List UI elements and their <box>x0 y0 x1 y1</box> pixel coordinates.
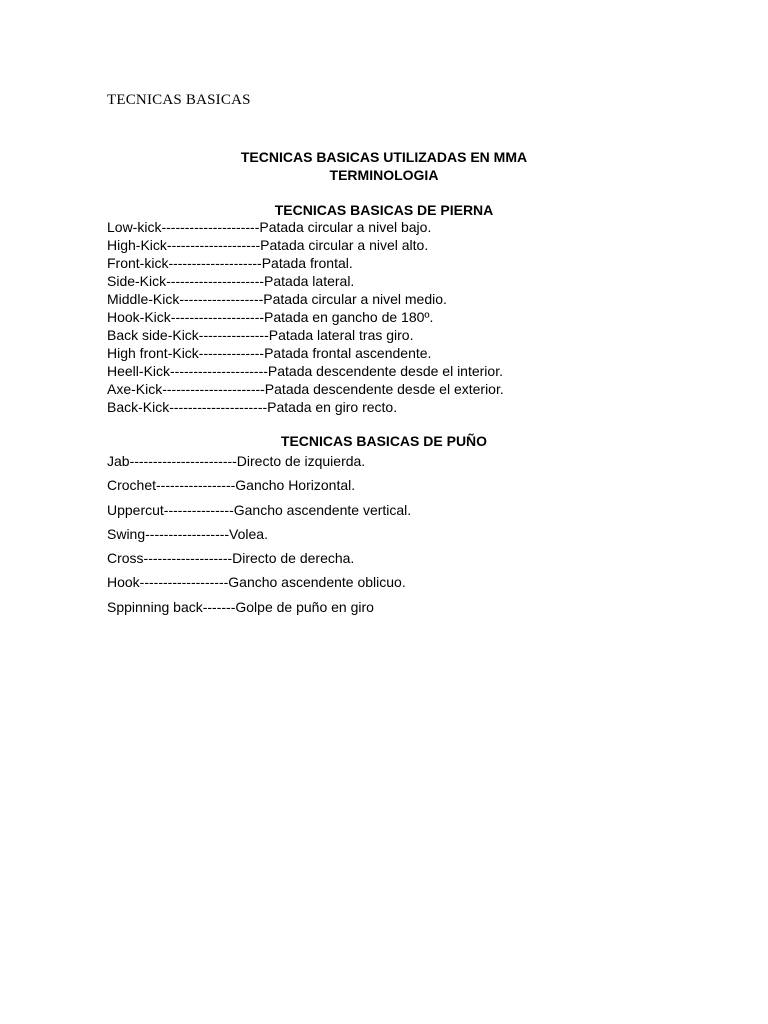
list-item: Swing------------------Volea. <box>107 525 268 542</box>
list-item: Jab-----------------------Directo de izquierda. <box>107 453 366 469</box>
main-heading-line-2: TERMINOLOGIA <box>329 167 439 183</box>
main-heading-line-1: TECNICAS BASICAS UTILIZADAS EN MMA <box>240 149 528 165</box>
punch-techniques-list <box>107 452 411 622</box>
leg-techniques-list <box>107 218 504 416</box>
document-title: TECNICAS BASICAS <box>107 92 251 108</box>
punch-techniques-heading: TECNICAS BASICAS DE PUÑO <box>280 433 488 449</box>
list-item: Hook-Kick--------------------Patada en gancho de 180º. <box>107 309 434 325</box>
list-item: High-Kick--------------------Patada circular a nivel alto. <box>107 237 429 253</box>
leg-techniques-heading: TECNICAS BASICAS DE PIERNA <box>274 202 494 218</box>
list-item: Heell-Kick---------------------Patada descendente desde el interior. <box>107 363 503 379</box>
list-item: Hook-------------------Gancho ascendente oblicuo. <box>107 574 406 591</box>
list-item: Uppercut---------------Gancho ascendente vertical. <box>107 501 412 518</box>
list-item: High front-Kick--------------Patada frontal ascendente. <box>107 345 432 361</box>
list-item: Crochet-----------------Gancho Horizontal. <box>107 477 356 494</box>
list-item: Side-Kick---------------------Patada lateral. <box>107 273 355 289</box>
list-item: Sppinning back-------Golpe de puño en giro <box>107 598 374 615</box>
list-item: Middle-Kick------------------Patada circular a nivel medio. <box>107 291 447 307</box>
list-item: Cross-------------------Directo de derecha. <box>107 550 355 567</box>
list-item: Low-kick---------------------Patada circular a nivel bajo. <box>107 219 432 235</box>
list-item: Back side-Kick---------------Patada lateral tras giro. <box>107 327 414 343</box>
list-item: Axe-Kick----------------------Patada descendente desde el exterior. <box>107 381 504 397</box>
list-item: Back-Kick---------------------Patada en giro recto. <box>107 399 398 415</box>
list-item: Front-kick--------------------Patada frontal. <box>107 255 353 271</box>
